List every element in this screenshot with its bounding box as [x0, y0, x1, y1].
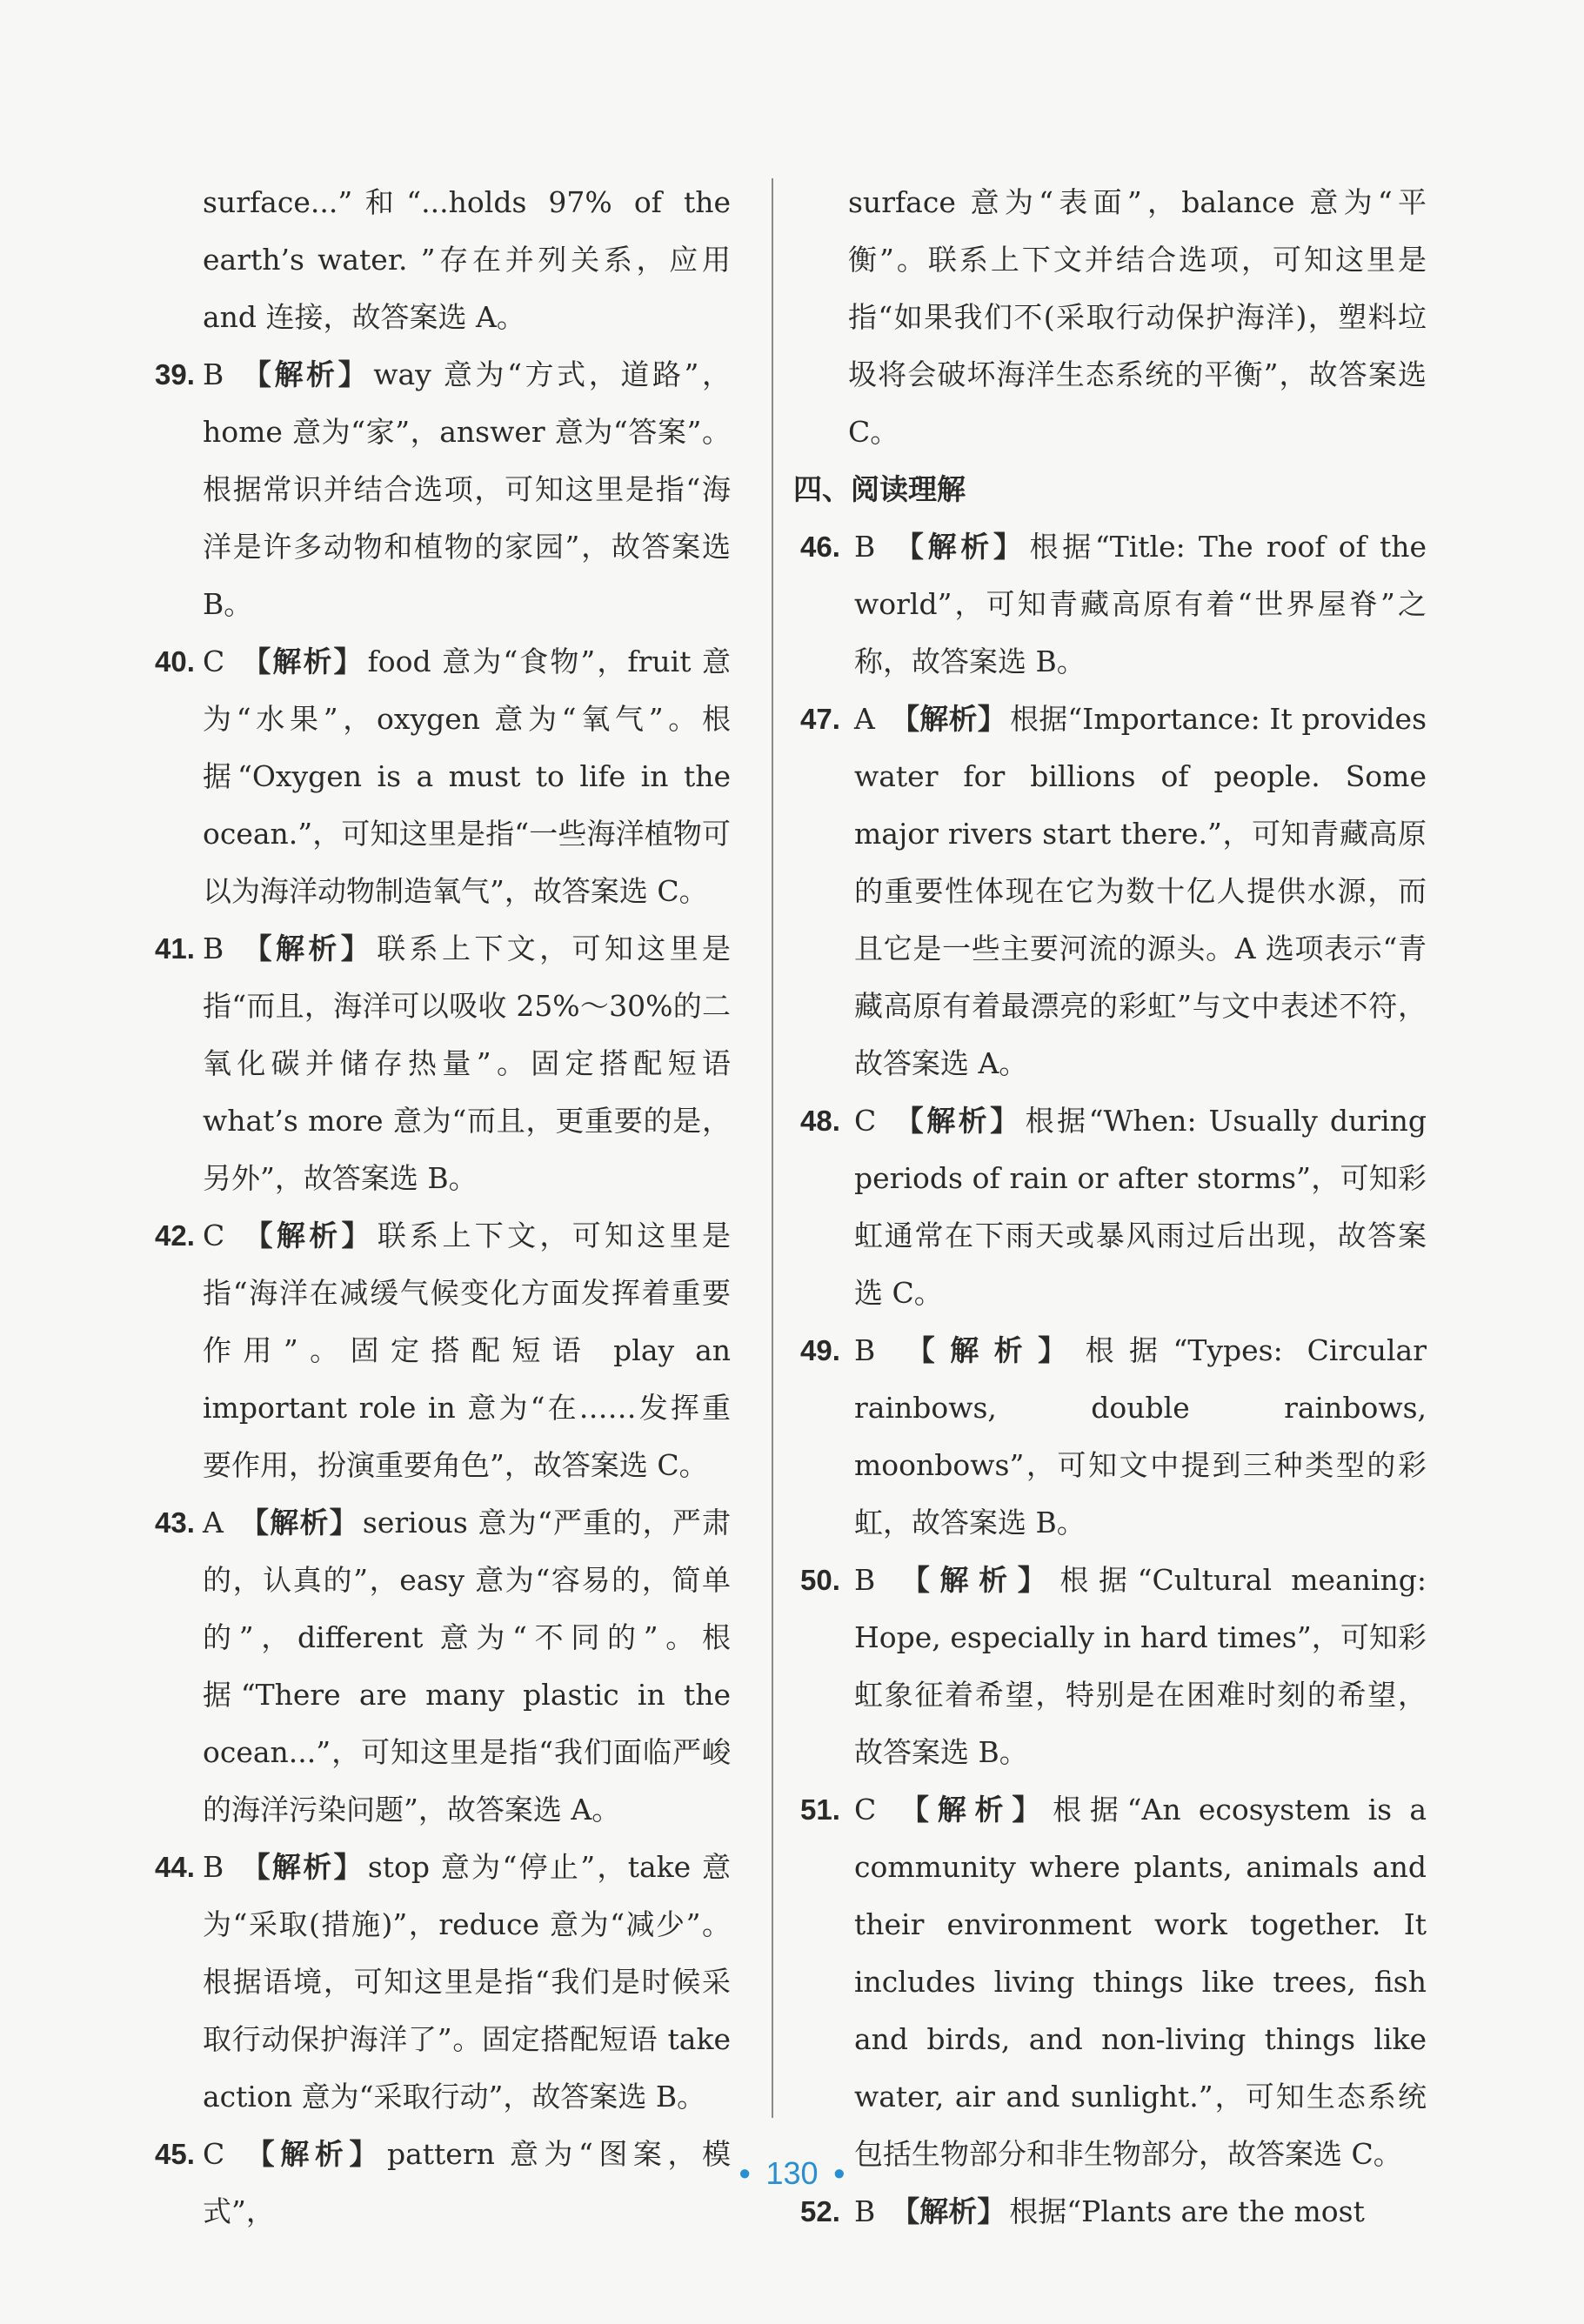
analysis-tag: 【解析】 — [892, 1104, 1022, 1138]
question-number: 48. — [800, 1105, 840, 1137]
column-divider — [772, 178, 773, 2118]
page-number — [0, 2155, 1584, 2192]
analysis-tag: 【解析】 — [891, 1333, 1082, 1367]
analysis-text: 根据“Title: The roof of the world”，可知青藏高原有着“世界屋脊”之称，故答案选 B。 — [854, 530, 1427, 678]
answer-entry — [800, 1092, 1427, 1322]
question-number: 43. — [155, 1506, 195, 1539]
left-column — [155, 174, 731, 2241]
analysis-text: stop 意为“停止”，take 意为“采取(措施)”，reduce 意为“减少”。根据语境，可知这里是指“我们是时候采取行动保护海洋了”。固定搭配短语 take action 意为“采取行动”，故答案选 B。 — [203, 1850, 732, 2114]
analysis-tag: 【解析】 — [891, 1563, 1057, 1597]
analysis-text: 根据“When: Usually during periods of rain or after storms”，可知彩虹通常在下雨天或暴风雨过后出现，故答案选 C。 — [854, 1104, 1427, 1310]
answer-entry — [800, 1552, 1427, 1781]
answer-letter: A — [854, 702, 875, 736]
analysis-tag: 【解析】 — [240, 2137, 384, 2171]
analysis-text: 根据“Plants are the most — [1009, 2194, 1365, 2228]
question-number: 47. — [800, 703, 840, 735]
analysis-tag: 【解析】 — [239, 357, 371, 391]
answer-entry — [155, 920, 731, 1207]
question-number: 41. — [155, 932, 195, 965]
answer-letter: B — [203, 932, 224, 965]
right-column — [793, 174, 1427, 2241]
analysis-text: 根据“Cultural meaning: Hope, especially in hard times”，可知彩虹象征着希望，特别是在困难时刻的希望，故答案选 B。 — [854, 1563, 1427, 1769]
answer-entry — [800, 1322, 1427, 1552]
question-number: 39. — [155, 358, 195, 391]
question-number: 42. — [155, 1219, 195, 1252]
analysis-tag: 【解析】 — [892, 1793, 1050, 1826]
answer-letter: C — [854, 1793, 877, 1826]
analysis-tag: 【解析】 — [238, 1506, 359, 1539]
question-number: 45. — [155, 2138, 195, 2170]
analysis-text: serious 意为“严重的，严肃的，认真的”，easy 意为“容易的，简单的”，different 意为“不同的”。根据“There are many plastic in the ocean...”，可知这里是指“我们面临严峻的海洋污染问题”，故答案选 A。 — [203, 1506, 732, 1826]
analysis-tag: 【解析】 — [891, 2194, 1006, 2228]
answer-letter: B — [203, 1850, 224, 1884]
answer-entry — [800, 691, 1427, 1092]
answer-entry — [155, 1207, 731, 1494]
section-heading: 四、阅读理解 — [793, 472, 966, 506]
analysis-tag: 【解析】 — [890, 702, 1006, 736]
page-number-value: 130 — [765, 2155, 819, 2191]
answer-entry — [155, 346, 731, 633]
answer-letter: A — [203, 1506, 224, 1539]
answer-letter: C — [854, 1104, 877, 1138]
analysis-tag: 【解析】 — [239, 932, 374, 965]
answer-letter: B — [854, 530, 876, 564]
answer-letter: B — [203, 357, 224, 391]
answer-entry — [800, 1781, 1427, 2183]
question-number: 46. — [800, 531, 840, 563]
analysis-text: way 意为“方式，道路”，home 意为“家”，answer 意为“答案”。根据常识并结合选项，可知这里是指“海洋是许多动物和植物的家园”，故答案选 B。 — [203, 357, 732, 621]
question-number: 40. — [155, 645, 195, 678]
answer-letter: B — [854, 2194, 876, 2228]
analysis-text: 联系上下文，可知这里是指“而且，海洋可以吸收 25%～30%的二氧化碳并储存热量”。固定搭配短语 what’s more 意为“而且，更重要的是，另外”，故答案选 B。 — [203, 932, 732, 1195]
continuation-text — [800, 174, 1427, 461]
question-number: 52. — [800, 2195, 840, 2227]
answer-letter: C — [203, 1219, 225, 1252]
continuation-body: surface...”和“...holds 97% of the earth’s water. ”存在并列关系，应用 and 连接，故答案选 A。 — [203, 185, 731, 334]
answer-letter: C — [203, 644, 225, 678]
continuation-body: surface 意为“表面”，balance 意为“平衡”。联系上下文并结合选项，可知这里是指“如果我们不(采取行动保护海洋)，塑料垃圾将会破坏海洋生态系统的平衡”，故答案选 C。 — [848, 185, 1427, 449]
question-number: 49. — [800, 1334, 840, 1366]
analysis-text: 根据“An ecosystem is a community where plants, animals and their environment work together. It includes living things like trees, fish and birds, and non-living things like water, air and sunlight.”，可知生态系统包括生物部分和非生物部分，故答案选 C。 — [854, 1793, 1427, 2171]
analysis-tag: 【解析】 — [239, 1850, 364, 1884]
question-number: 50. — [800, 1564, 840, 1596]
analysis-text: 根据“Importance: It provides water for billions of people. Some major rivers start there.”，可知青藏高原的重要性体现在它为数十亿人提供水源，而且它是一些主要河流的源头。A 选项表示“青藏高原有着最漂亮的彩虹”与文中表述不符，故答案选 A。 — [854, 702, 1427, 1080]
analysis-text: 联系上下文，可知这里是指“海洋在减缓气候变化方面发挥着重要作用”。固定搭配短语 play an important role in 意为“在……发挥重要作用，扮演重要角色”，故答案选 C。 — [203, 1219, 732, 1482]
answer-entry — [800, 518, 1427, 691]
analysis-tag: 【解析】 — [240, 1219, 374, 1252]
analysis-text: food 意为“食物”，fruit 意为“水果”，oxygen 意为“氧气”。根据“Oxygen is a must to life in the ocean.”，可知这里是指“一些海洋植物可以为海洋动物制造氧气”，故答案选 C。 — [203, 644, 732, 908]
answer-entry — [155, 1494, 731, 1839]
answer-letter: B — [854, 1563, 876, 1597]
answer-letter: C — [203, 2137, 225, 2171]
continuation-text — [155, 174, 731, 346]
answer-entry — [155, 1839, 731, 2126]
page-number-dot-left: • — [739, 2155, 751, 2191]
analysis-tag: 【解析】 — [240, 644, 364, 678]
question-number: 44. — [155, 1851, 195, 1883]
analysis-text: 根据“Types: Circular rainbows, double rainbows, moonbows”，可知文中提到三种类型的彩虹，故答案选 B。 — [854, 1333, 1427, 1539]
answer-letter: B — [854, 1333, 876, 1367]
analysis-text: pattern 意为“图案，模式”， — [203, 2137, 731, 2228]
analysis-tag: 【解析】 — [891, 530, 1026, 564]
page-number-dot-right: • — [833, 2155, 845, 2191]
answer-entry — [155, 633, 731, 920]
question-number: 51. — [800, 1793, 840, 1826]
